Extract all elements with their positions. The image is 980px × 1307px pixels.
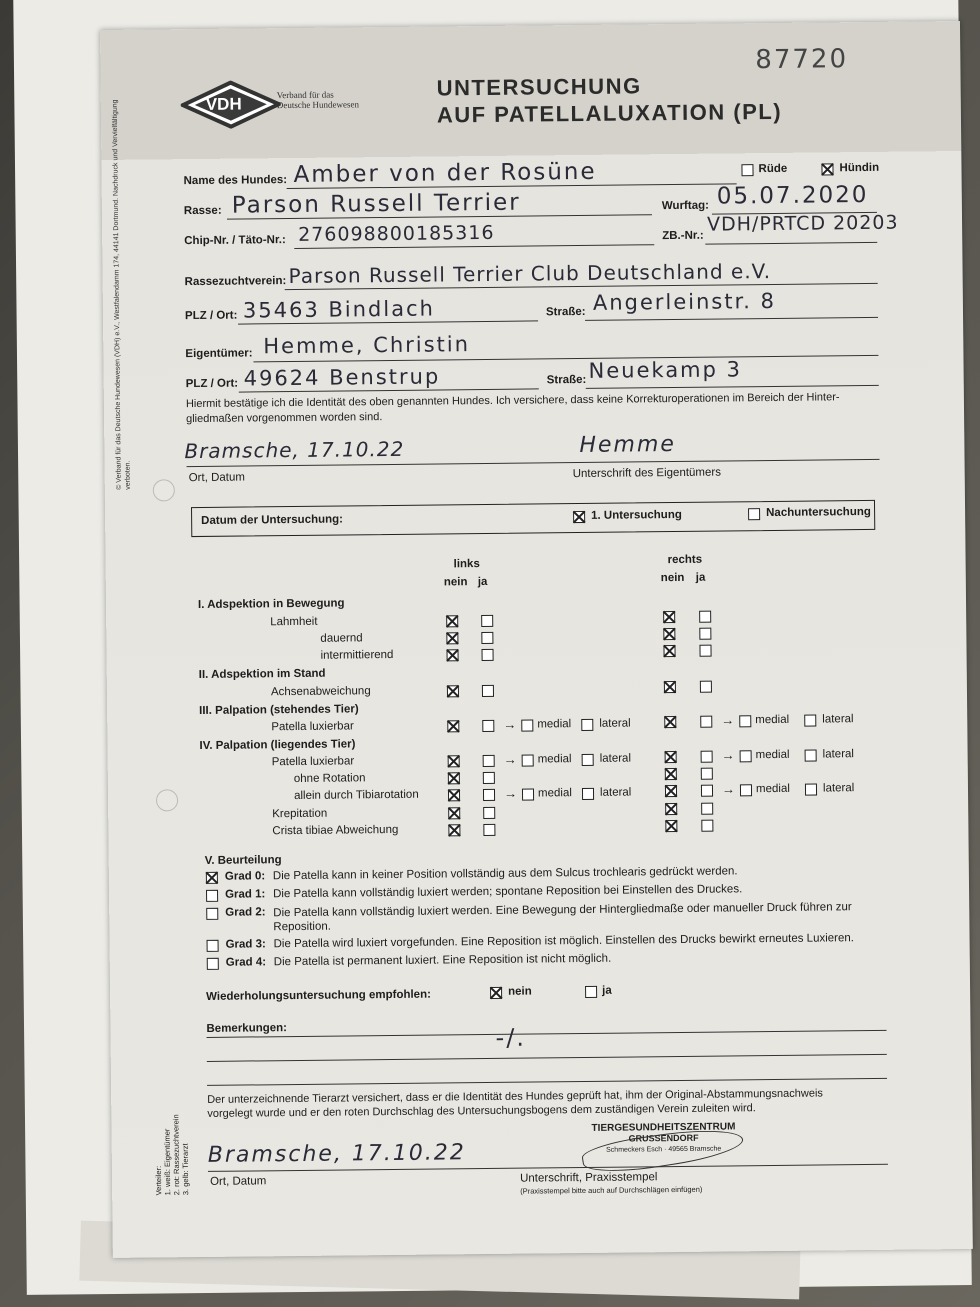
remarks-line-2 — [207, 1054, 887, 1062]
right-medial-lieg-label: medial — [755, 748, 790, 762]
left-ja-patella-stand[interactable] — [482, 720, 494, 732]
plz1-label: PLZ / Ort: — [184, 309, 238, 323]
first-exam-checkbox[interactable] — [573, 511, 585, 523]
wurftag-label: Wurftag: — [661, 199, 709, 213]
right-medial-tibia-label: medial — [755, 782, 790, 796]
left-lateral-lieg-label: lateral — [599, 752, 632, 765]
zb-label: ZB.-Nr.: — [662, 229, 704, 243]
left-medial-lieg-label: medial — [537, 753, 572, 766]
remarks-value[interactable]: -/. — [495, 1023, 527, 1052]
examination-form — [100, 21, 973, 1258]
left-medial-tibia-label: medial — [537, 787, 572, 800]
distribution-list — [153, 1114, 190, 1195]
vdh-logo — [181, 80, 282, 134]
right-medial-tibia[interactable] — [740, 784, 752, 796]
grad3-text: Die Patella wird luxiert vorgefunden. Eine Reposition ist möglich. Einstellen des Drucks bewirkt erneutes Luxieren. — [273, 932, 855, 951]
left-medial-stand[interactable] — [521, 720, 533, 732]
right-medial-stand-label: medial — [755, 713, 790, 727]
right-nein-tibiarotation[interactable] — [665, 785, 677, 797]
grad2-text-line2: Reposition. — [273, 920, 332, 934]
row-lahmheit: Lahmheit — [270, 615, 318, 629]
owner-place-date[interactable]: Bramsche, 17.10.22 — [184, 436, 405, 464]
row-tibiarotation: allein durch Tibiarotation — [293, 788, 419, 803]
zb-line — [705, 242, 877, 245]
right-ja-achsen[interactable] — [700, 681, 712, 693]
grad2-text-line1: Die Patella kann vollständig luxiert werden. Eine Bewegung der Hintergliedmaße oder manueller Druck führen zur — [273, 901, 852, 920]
logo-text: VDH — [205, 94, 242, 114]
col-links-nein: nein — [443, 576, 468, 589]
left-nein-patella-lieg[interactable] — [448, 755, 460, 767]
breed-label: Rasse: — [183, 204, 222, 218]
plz2-label: PLZ / Ort: — [185, 377, 239, 391]
dist-l1: 1. weiß: — [162, 1169, 173, 1196]
left-lateral-tibia-label: lateral — [599, 786, 632, 799]
grad2-checkbox[interactable] — [206, 908, 218, 920]
str2-value[interactable]: Neuekamp 3 — [588, 357, 743, 383]
copyright-notice: © Verband für das Deutsche Hundewesen (VDH) e.V., Westfalendamm 174, 44141 Dortmund. Nachdruck und Vervielfältigung verboten. — [111, 99, 132, 490]
vet-place-label: Ort, Datum — [210, 1175, 267, 1188]
left-medial-lieg[interactable] — [522, 754, 534, 766]
grad4-text: Die Patella ist permanent luxiert. Eine Reposition ist nicht möglich. — [273, 952, 612, 969]
dog-name-label: Name des Hundes: — [183, 174, 288, 188]
confirmation-text — [186, 390, 840, 427]
left-ja-dauernd[interactable] — [481, 632, 493, 644]
row-dauernd: dauernd — [320, 632, 363, 645]
right-lateral-stand[interactable] — [804, 715, 816, 727]
arrow-icon: → — [503, 716, 517, 732]
plz1-value[interactable]: 35463 Bindlach — [242, 296, 435, 323]
left-nein-krepitation[interactable] — [448, 807, 460, 819]
row-patella-stand: Patella luxierbar — [271, 720, 354, 734]
row-intermittierend: intermittierend — [320, 648, 394, 662]
serial-number: 87720 — [755, 44, 849, 76]
section-4: IV. Palpation (liegendes Tier) — [199, 738, 356, 752]
repeat-ja-checkbox[interactable] — [585, 986, 597, 998]
str2-label: Straße: — [546, 373, 587, 387]
grad2-text — [273, 900, 852, 934]
exam-date-label: Datum der Untersuchung: — [201, 513, 344, 527]
right-lateral-tibia[interactable] — [805, 784, 817, 796]
right-ja-lahmheit[interactable] — [699, 611, 711, 623]
str1-value[interactable]: Angerleinstr. 8 — [592, 288, 777, 315]
right-ja-intermittierend[interactable] — [699, 645, 711, 657]
left-ja-lahmheit[interactable] — [481, 615, 493, 627]
dist-l2: 2. rot: — [172, 1176, 182, 1196]
col-links-ja: ja — [477, 575, 488, 589]
title-line1: UNTERSUCHUNG — [436, 73, 642, 101]
verein-value[interactable]: Parson Russell Terrier Club Deutschland e.V. — [288, 258, 772, 289]
vet-statement — [207, 1086, 823, 1120]
grad0-text: Die Patella kann in keiner Position vollständig aus dem Sulcus trochlearis gedrückt werden. — [272, 865, 738, 883]
remarks-line-3 — [207, 1078, 887, 1086]
left-nein-lahmheit[interactable] — [446, 615, 458, 627]
right-nein-patella-lieg[interactable] — [665, 751, 677, 763]
grad1-label: Grad 1: — [224, 888, 266, 901]
huendin-checkbox[interactable] — [821, 163, 833, 175]
repeat-nein-label: nein — [508, 985, 532, 998]
right-nein-krepitation[interactable] — [665, 803, 677, 815]
left-lateral-tibia[interactable] — [582, 788, 594, 800]
form-title — [436, 71, 782, 129]
dist-r1: Eigentümer — [162, 1128, 172, 1168]
remarks-label: Bemerkungen: — [206, 1022, 288, 1035]
right-ja-dauernd[interactable] — [699, 628, 711, 640]
right-nein-achsen[interactable] — [664, 681, 676, 693]
left-ja-crista[interactable] — [483, 824, 495, 836]
right-ja-krepitation[interactable] — [701, 803, 713, 815]
owner-sig-label: Unterschrift des Eigentümers — [572, 466, 722, 481]
first-exam-label: 1. Untersuchung — [591, 508, 682, 522]
distribution-row-3 — [180, 1114, 190, 1195]
grad2-label: Grad 2: — [225, 906, 266, 919]
left-lateral-lieg[interactable] — [582, 754, 594, 766]
left-medial-stand-label: medial — [537, 718, 572, 731]
huendin-label: Hündin — [839, 161, 880, 175]
dist-l3: 3. gelb: — [180, 1170, 191, 1196]
stamp-line1: TIERGESUNDHEITSZENTRUM — [591, 1121, 736, 1134]
grad1-checkbox[interactable] — [206, 890, 218, 902]
right-lateral-stand-label: lateral — [822, 713, 854, 726]
punch-hole-top — [153, 479, 175, 501]
arrow-icon: → — [721, 747, 735, 763]
vet-sig-note: (Praxisstempel bitte auch auf Durchschlägen einfügen) — [520, 1184, 703, 1196]
title-line2: AUF PATELLALUXATION (PL) — [436, 98, 783, 128]
stamp-line3: Schmeckers Esch · 49565 Bramsche — [606, 1145, 722, 1154]
logo-caption-line2: Deutsche Hundewesen — [276, 99, 360, 111]
owner-value[interactable]: Hemme, Christin — [263, 332, 471, 359]
col-rechts-nein: nein — [660, 571, 685, 585]
owner-place-label: Ort, Datum — [188, 471, 245, 485]
grad4-checkbox[interactable] — [207, 958, 219, 970]
grad0-checkbox[interactable] — [206, 872, 218, 884]
row-achsen: Achsenabweichung — [270, 685, 371, 699]
right-medial-lieg[interactable] — [740, 750, 752, 762]
right-ja-patella-stand[interactable] — [700, 716, 712, 728]
left-lateral-stand-label: lateral — [599, 717, 631, 730]
vet-statement-line1: Der unterzeichnende Tierarzt versichert, dass er die Identität des Hundes geprüft hat, ihm der Original-Abstammungsnachweis — [207, 1087, 823, 1106]
section-2: II. Adspektion im Stand — [198, 667, 326, 682]
right-ja-patella-lieg[interactable] — [701, 751, 713, 763]
left-nein-achsen[interactable] — [447, 685, 459, 697]
section-3: III. Palpation (stehendes Tier) — [199, 703, 359, 717]
right-ja-tibiarotation[interactable] — [701, 785, 713, 797]
right-nein-crista[interactable] — [665, 820, 677, 832]
right-nein-ohne-rotation[interactable] — [665, 768, 677, 780]
left-nein-patella-stand[interactable] — [447, 720, 459, 732]
row-patella-lieg: Patella luxierbar — [271, 755, 355, 769]
right-ja-crista[interactable] — [701, 820, 713, 832]
distribution-row-2 — [171, 1114, 181, 1195]
str1-label: Straße: — [545, 305, 586, 319]
grad3-checkbox[interactable] — [207, 940, 219, 952]
str2-line — [586, 385, 879, 389]
left-nein-ohne-rotation[interactable] — [448, 772, 460, 784]
wurftag-value[interactable]: 05.07.2020 — [716, 181, 869, 210]
row-ohne-rotation: ohne Rotation — [293, 772, 366, 786]
chip-label: Chip-Nr. / Täto-Nr.: — [184, 234, 286, 248]
left-ja-ohne-rotation[interactable] — [483, 772, 495, 784]
right-lateral-tibia-label: lateral — [822, 782, 855, 795]
row-krepitation: Krepitation — [272, 807, 328, 821]
grading-title: V. Beurteilung — [204, 854, 282, 867]
repeat-nein-checkbox[interactable] — [490, 987, 502, 999]
confirmation-line1: Hiermit bestätige ich die Identität des oben genannten Hundes. Ich versichere, dass keine Korrekturoperationen im Bereich der Hinter- — [185, 391, 840, 411]
left-lateral-stand[interactable] — [581, 719, 593, 731]
grad4-label: Grad 4: — [225, 956, 267, 969]
re-exam-label: Nachuntersuchung — [766, 505, 871, 520]
right-nein-dauernd[interactable] — [663, 628, 675, 640]
owner-label: Eigentümer: — [185, 347, 253, 361]
dog-name-value[interactable]: Amber von der Rosüne — [293, 158, 597, 188]
owner-signature: Hemme — [579, 431, 676, 459]
left-nein-tibiarotation[interactable] — [448, 789, 460, 801]
right-ja-ohne-rotation[interactable] — [701, 768, 713, 780]
right-nein-intermittierend[interactable] — [663, 645, 675, 657]
left-medial-tibia[interactable] — [522, 788, 534, 800]
row-crista: Crista tibiae Abweichung — [272, 823, 399, 838]
re-exam-checkbox[interactable] — [748, 508, 760, 520]
arrow-icon: → — [503, 751, 517, 767]
logo-caption-line1: Verband für das — [276, 89, 334, 101]
col-rechts-ja: ja — [695, 571, 706, 584]
left-ja-achsen[interactable] — [482, 685, 494, 697]
breed-value[interactable]: Parson Russell Terrier — [231, 189, 521, 219]
repeat-label: Wiederholungsuntersuchung empfohlen: — [206, 988, 431, 1003]
grad1-text: Die Patella kann vollständig luxiert werden; spontane Reposition bei Einstellen des Druckes. — [272, 883, 743, 901]
grad0-label: Grad 0: — [224, 870, 266, 883]
vet-place-date[interactable]: Bramsche, 17.10.22 — [207, 1140, 466, 1168]
left-nein-dauernd[interactable] — [446, 632, 458, 644]
plz2-value[interactable]: 49624 Benstrup — [243, 364, 441, 391]
col-rechts: rechts — [667, 553, 703, 567]
vet-sig-label: Unterschrift, Praxisstempel — [519, 1171, 658, 1185]
arrow-icon: → — [721, 781, 736, 797]
left-ja-patella-lieg[interactable] — [483, 755, 495, 767]
ruede-label: Rüde — [758, 162, 788, 176]
dist-r3: Tierarzt — [180, 1143, 190, 1169]
left-nein-crista[interactable] — [448, 824, 460, 836]
arrow-icon: → — [503, 785, 518, 801]
dist-r2: Rassezuchtverein — [171, 1114, 181, 1175]
vet-statement-line2: vorgelegt wurde und er den roten Durchschlag des Untersuchungsbogens dem zuständigen Verein zuleiten wird. — [207, 1102, 756, 1120]
repeat-ja-label: ja — [602, 984, 612, 997]
right-lateral-lieg-label: lateral — [822, 748, 855, 761]
stamp-line2: GRUSSENDORF — [628, 1132, 699, 1144]
remarks-line-1 — [207, 1030, 887, 1038]
str1-line — [585, 317, 878, 321]
confirmation-line2: gliedmaßen vorgenommen worden sind. — [186, 411, 383, 426]
left-nein-intermittierend[interactable] — [447, 649, 459, 661]
logo-caption — [277, 89, 359, 110]
left-ja-krepitation[interactable] — [483, 807, 495, 819]
col-links: links — [453, 558, 480, 571]
punch-hole-bottom — [156, 789, 178, 811]
chip-value[interactable]: 276098800185316 — [298, 221, 495, 246]
arrow-icon: → — [721, 712, 735, 728]
right-lateral-lieg[interactable] — [805, 750, 817, 762]
right-nein-patella-stand[interactable] — [664, 716, 676, 728]
right-medial-stand[interactable] — [739, 715, 751, 727]
right-nein-lahmheit[interactable] — [663, 611, 675, 623]
section-1: I. Adspektion in Bewegung — [197, 597, 345, 612]
left-ja-tibiarotation[interactable] — [483, 789, 495, 801]
left-ja-intermittierend[interactable] — [482, 649, 494, 661]
verein-label: Rassezuchtverein: — [184, 275, 287, 289]
grad3-label: Grad 3: — [225, 938, 266, 951]
distribution-head: Verteiler: — [153, 1165, 164, 1196]
ruede-checkbox[interactable] — [741, 164, 753, 176]
zb-value[interactable]: VDH/PRTCD 20203 — [706, 211, 899, 236]
